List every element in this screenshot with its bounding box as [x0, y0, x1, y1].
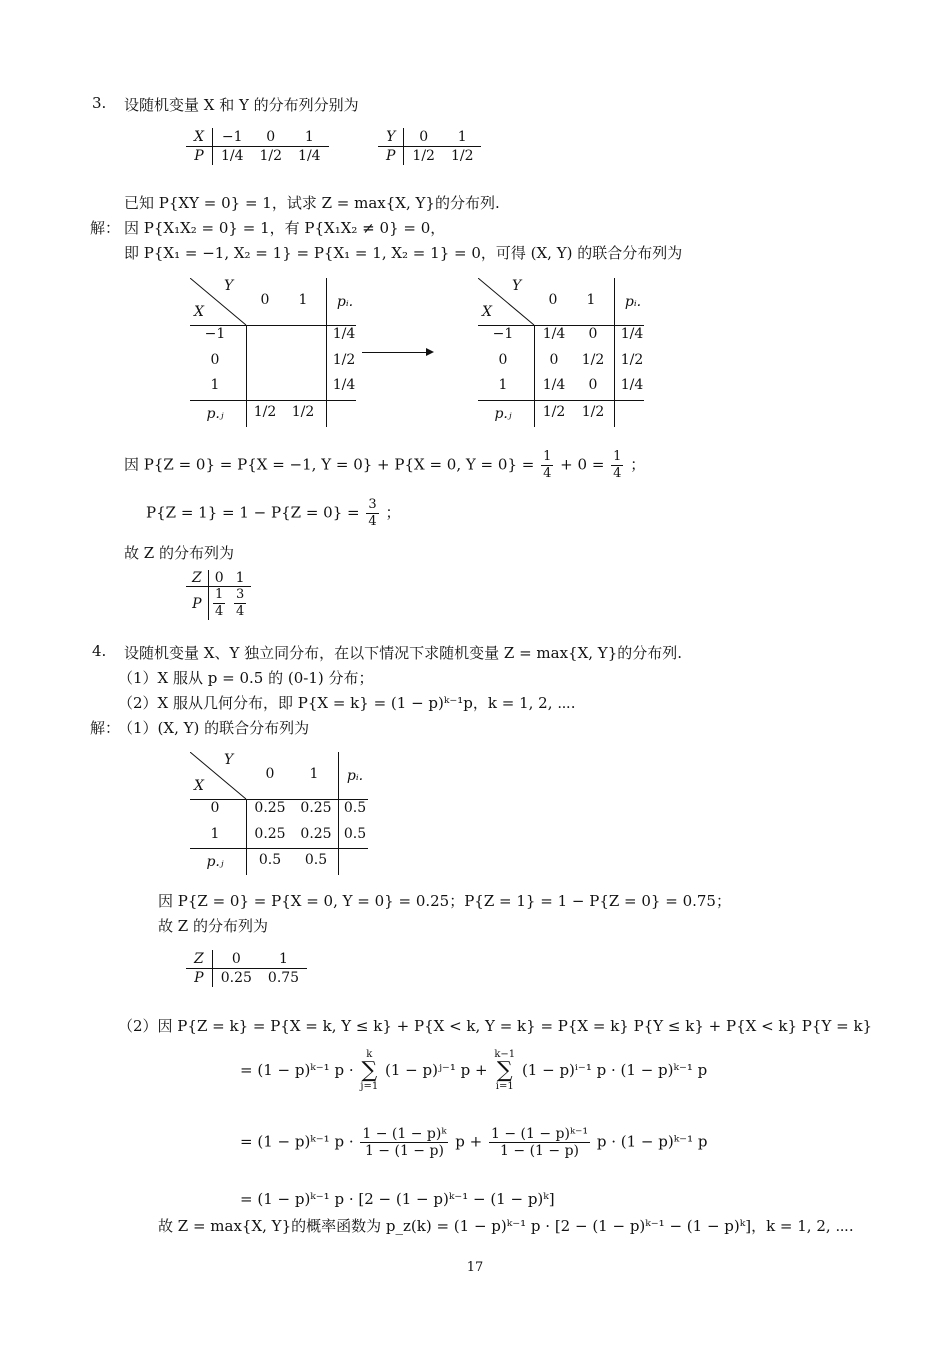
pz1-line — [146, 497, 400, 530]
table-z-head-1: 0 — [214, 570, 224, 586]
corner-x-label: X — [194, 778, 204, 794]
row-marginal: 1/2 — [620, 352, 644, 368]
table-cell: 0 — [549, 352, 559, 368]
bottom-marginal: 0.5 — [304, 852, 328, 868]
row-marginal: 1/4 — [332, 326, 356, 342]
table-x-row-2: 1/2 — [252, 147, 291, 166]
eq-term: (1 − p)ʲ⁻¹ p + — [385, 1061, 488, 1079]
table-z-cell — [208, 587, 229, 621]
row-marginal: 1/4 — [620, 326, 644, 342]
numerator: 3 — [368, 497, 377, 512]
corner-y-label: Y — [512, 278, 522, 294]
row-label: 0 — [210, 800, 220, 816]
row-label: −1 — [492, 326, 514, 342]
denominator: 4 — [543, 466, 552, 481]
table-cell: 0 — [588, 377, 598, 393]
problem-3-so: 故 Z 的分布列为 — [124, 544, 234, 562]
table-cell: 1/4 — [542, 377, 566, 393]
distribution-table-y — [378, 128, 481, 165]
bottom-marginal: 1/2 — [542, 404, 566, 420]
table-x-row-1: 1/4 — [212, 147, 251, 166]
table-x-head-1: −1 — [221, 129, 243, 145]
sum-lower: i=1 — [495, 1081, 514, 1092]
page-number: 17 — [466, 1260, 484, 1275]
equation-line-3: = (1 − p)ᵏ⁻¹ p · [2 − (1 − p)ᵏ⁻¹ − (1 − p)ᵏ] — [240, 1190, 555, 1208]
table-cell: 0 — [588, 326, 598, 342]
fraction — [541, 449, 553, 482]
solution-label-4: 解： — [90, 719, 121, 737]
equation-line-2 — [240, 1126, 707, 1159]
table-x-head-2: 0 — [266, 129, 276, 145]
pz1-text: P{Z = 1} = 1 − P{Z = 0} = — [146, 503, 360, 522]
problem-4-final: 故 Z = max{X, Y}的概率函数为 p_z(k) = (1 − p)ᵏ⁻¹ p · [2 − (1 − p)ᵏ⁻¹ − (1 − p)ᵏ]，k = 1, 2, ⋯. — [158, 1217, 854, 1235]
pz0-text: 因 P{Z = 0} = P{X = −1, Y = 0} + P{X = 0, Y = 0} = — [124, 455, 535, 474]
row-marginal: 0.5 — [343, 800, 367, 816]
row-label: 1 — [210, 377, 220, 393]
equation-line-1 — [240, 1050, 707, 1092]
table-y-head-0: Y — [378, 128, 404, 147]
eq-term: = (1 − p)ᵏ⁻¹ p · — [240, 1132, 354, 1151]
numerator: 1 — [613, 449, 622, 464]
table-x-row-3: 1/4 — [290, 147, 329, 166]
row-label: 0 — [498, 352, 508, 368]
denominator: 4 — [235, 604, 245, 619]
solution-label-3: 解： — [90, 219, 121, 237]
row-label: 1 — [210, 826, 220, 842]
col-header: 1 — [586, 292, 596, 308]
numerator: 3 — [235, 587, 245, 602]
problem-4-so-1: 故 Z 的分布列为 — [158, 917, 268, 935]
solution-3-line-2: 即 P{X₁ = −1, X₂ = 1} = P{X₁ = 1, X₂ = 1} = 0，可得 (X, Y) 的联合分布列为 — [124, 244, 683, 262]
solution-3-line-1: 因 P{X₁X₂ = 0} = 1，有 P{X₁X₂ ≠ 0} = 0， — [124, 219, 446, 237]
table-y-row-1: 1/2 — [404, 147, 443, 166]
corner-x-label: X — [482, 304, 492, 320]
col-header: pᵢ. — [624, 294, 642, 310]
fraction — [611, 449, 623, 482]
col-header: 1 — [309, 766, 319, 782]
eq-term: p + — [455, 1132, 483, 1151]
table-y-row-0: P — [378, 147, 404, 166]
solution-4-line-1: （1）(X, Y) 的联合分布列为 — [118, 719, 310, 737]
bottom-label: p.ⱼ — [206, 854, 224, 870]
bottom-marginal: 1/2 — [291, 404, 315, 420]
pz1-end: ； — [385, 503, 401, 522]
table-x-head-3: 1 — [304, 129, 314, 145]
table-z4-row-1: 0.25 — [212, 969, 260, 988]
sigma-icon: ∑ — [361, 1058, 378, 1083]
corner-y-label: Y — [224, 278, 234, 294]
pz0-line — [124, 449, 645, 482]
table-z-head-0: Z — [186, 570, 208, 587]
fraction — [366, 497, 378, 530]
pz0-mid: + 0 = — [560, 455, 605, 474]
row-label: 0 — [210, 352, 220, 368]
table-z-cell — [230, 587, 251, 621]
bottom-marginal: 0.5 — [258, 852, 282, 868]
row-label: 1 — [498, 377, 508, 393]
table-y-row-2: 1/2 — [443, 147, 482, 166]
bottom-label: p.ⱼ — [206, 406, 224, 422]
denominator: 4 — [613, 466, 622, 481]
problem-3-number: 3. — [92, 94, 107, 112]
eq-term: (1 − p)ⁱ⁻¹ p · (1 − p)ᵏ⁻¹ p — [521, 1061, 708, 1079]
table-cell: 1/4 — [542, 326, 566, 342]
table-z4-head-1: 0 — [231, 951, 241, 967]
sum-symbol — [360, 1050, 378, 1092]
numerator: 1 − (1 − p)ᵏ⁻¹ — [490, 1126, 589, 1142]
table-z4-head-2: 1 — [279, 951, 288, 967]
sum-lower: j=1 — [360, 1081, 379, 1092]
col-header: 1 — [298, 292, 308, 308]
col-header: 0 — [548, 292, 558, 308]
col-header: pᵢ. — [336, 294, 354, 310]
bottom-marginal: 1/2 — [253, 404, 277, 420]
problem-4-case-1: （1）X 服从 p = 0.5 的 (0-1) 分布； — [118, 669, 374, 687]
row-marginal: 1/4 — [332, 377, 356, 393]
col-header: pᵢ. — [346, 768, 364, 784]
denominator: 4 — [215, 604, 224, 619]
problem-4-stem: 设随机变量 X、Y 独立同分布，在以下情况下求随机变量 Z = max{X, Y}的分布列. — [124, 644, 683, 662]
col-header: 0 — [265, 766, 275, 782]
numerator: 1 — [543, 449, 552, 464]
joint-table-left — [190, 278, 360, 428]
joint-table-p4 — [190, 752, 370, 876]
table-cell: 0.25 — [254, 826, 286, 842]
row-marginal: 1/2 — [332, 352, 356, 368]
bottom-label: p.ⱼ — [494, 406, 512, 422]
distribution-table-z — [186, 570, 251, 620]
joint-table-right — [478, 278, 648, 428]
eq-term: p · (1 − p)ᵏ⁻¹ p — [596, 1132, 708, 1151]
denominator: 1 − (1 − p) — [364, 1143, 444, 1159]
denominator: 1 − (1 − p) — [500, 1143, 579, 1159]
problem-3-stem: 设随机变量 X 和 Y 的分布列分别为 — [124, 96, 359, 114]
distribution-table-z-p4 — [186, 950, 307, 987]
problem-4-case-2: （2）X 服从几何分布，即 P{X = k} = (1 − p)ᵏ⁻¹p，k = 1, 2, ⋯. — [118, 694, 576, 712]
fraction — [489, 1126, 590, 1159]
numerator: 1 − (1 − p)ᵏ — [362, 1126, 447, 1142]
distribution-table-x — [186, 128, 329, 165]
row-label: −1 — [204, 326, 226, 342]
table-cell: 1/2 — [581, 352, 605, 368]
problem-4-calc-1: 因 P{Z = 0} = P{X = 0, Y = 0} = 0.25；P{Z = 1} = 1 − P{Z = 0} = 0.75； — [158, 892, 731, 910]
row-marginal: 1/4 — [620, 377, 644, 393]
pz0-end: ； — [630, 455, 646, 474]
fraction — [360, 1126, 448, 1159]
table-z-head-2: 1 — [235, 570, 245, 586]
table-z-row-label: P — [186, 587, 208, 621]
arrow-right-icon — [362, 352, 432, 353]
denominator: 4 — [368, 514, 377, 529]
table-z4-head-0: Z — [186, 950, 212, 969]
corner-x-label: X — [194, 304, 204, 320]
problem-3-given: 已知 P{XY = 0} = 1，试求 Z = max{X, Y}的分布列. — [124, 194, 500, 212]
problem-4-part-2: （2）因 P{Z = k} = P{X = k, Y ≤ k} + P{X < k, Y = k} = P{X = k} P{Y ≤ k} + P{X < k} P{Y = k} — [118, 1017, 873, 1035]
corner-y-label: Y — [224, 752, 234, 768]
sum-upper: k — [366, 1049, 373, 1060]
table-z4-row-0: P — [186, 969, 212, 988]
eq-term: = (1 − p)ᵏ⁻¹ p · — [240, 1061, 354, 1079]
table-cell: 0.25 — [300, 800, 332, 816]
table-y-head-1: 0 — [419, 129, 429, 145]
problem-4-number: 4. — [92, 642, 107, 660]
col-header: 0 — [260, 292, 270, 308]
table-y-head-2: 1 — [457, 129, 467, 145]
numerator: 1 — [215, 587, 224, 602]
row-marginal: 0.5 — [343, 826, 367, 842]
sigma-icon: ∑ — [496, 1058, 513, 1083]
table-cell: 0.25 — [254, 800, 286, 816]
sum-symbol — [494, 1050, 515, 1092]
table-cell: 0.25 — [300, 826, 332, 842]
table-x-row-0: P — [186, 147, 212, 166]
sum-upper: k−1 — [494, 1049, 516, 1060]
table-z4-row-2: 0.75 — [260, 969, 307, 988]
table-x-head-0: X — [186, 128, 212, 147]
bottom-marginal: 1/2 — [581, 404, 605, 420]
